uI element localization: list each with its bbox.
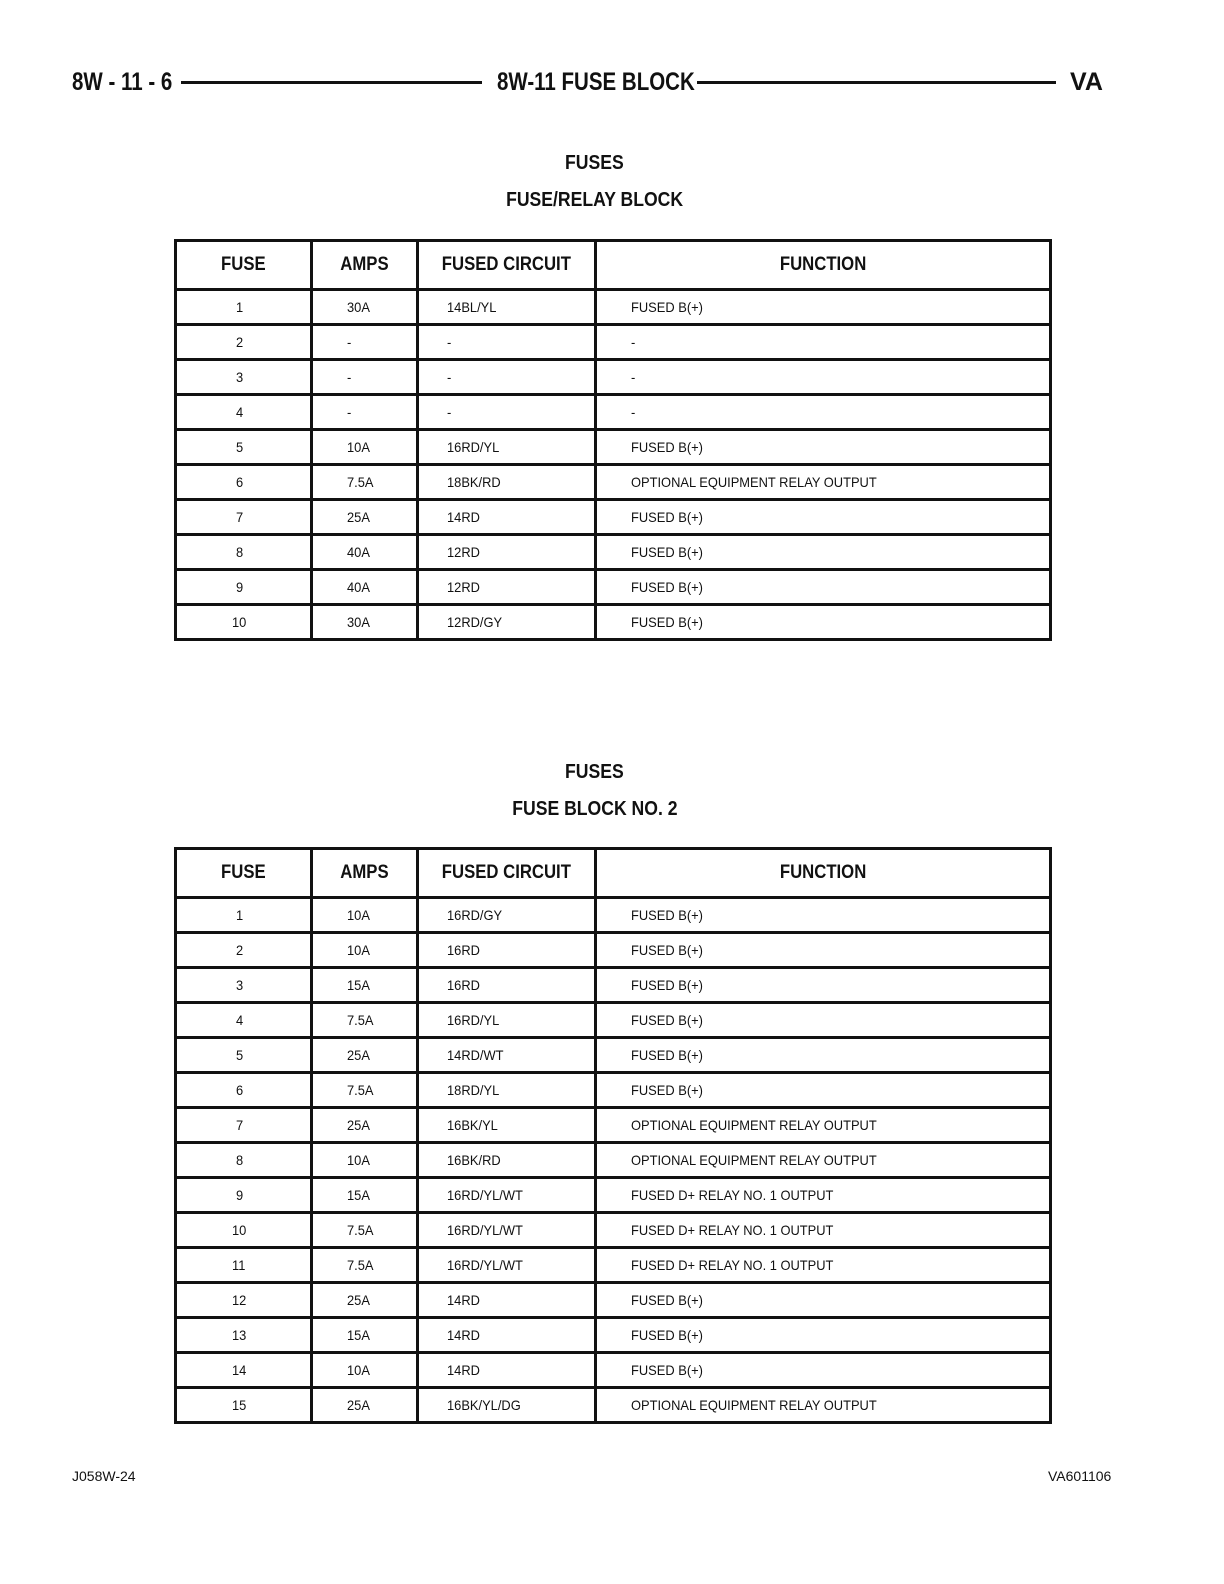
table-row bbox=[176, 1003, 1051, 1038]
fuse-function: FUSED B(+) bbox=[596, 290, 1051, 325]
fuse-number: 2 bbox=[176, 933, 312, 968]
section2-heading: FUSES bbox=[565, 761, 624, 783]
table-row bbox=[176, 500, 1051, 535]
fuse-function: FUSED B(+) bbox=[596, 535, 1051, 570]
table-row bbox=[176, 290, 1051, 325]
fused-circuit: 14RD bbox=[418, 1318, 596, 1353]
table-row bbox=[176, 325, 1051, 360]
table-row bbox=[176, 1388, 1051, 1423]
column-header-function: FUNCTION bbox=[596, 849, 1051, 898]
fuse-amps: 25A bbox=[312, 1038, 418, 1073]
fuse-function: FUSED B(+) bbox=[596, 1318, 1051, 1353]
table-row bbox=[176, 1248, 1051, 1283]
table-row bbox=[176, 535, 1051, 570]
fuse-amps: 25A bbox=[312, 1108, 418, 1143]
fuse-amps: 25A bbox=[312, 1388, 418, 1423]
fuse-function: FUSED B(+) bbox=[596, 1283, 1051, 1318]
fuse-amps: - bbox=[312, 395, 418, 430]
table-row bbox=[176, 1143, 1051, 1178]
fuse-amps: - bbox=[312, 360, 418, 395]
fuse-number: 1 bbox=[176, 898, 312, 933]
fused-circuit: 14RD bbox=[418, 1283, 596, 1318]
fuse-number: 9 bbox=[176, 1178, 312, 1213]
header-rule-left bbox=[181, 81, 482, 84]
fuse-function: FUSED D+ RELAY NO. 1 OUTPUT bbox=[596, 1213, 1051, 1248]
fuse-amps: 15A bbox=[312, 1318, 418, 1353]
table-row bbox=[176, 570, 1051, 605]
fuse-function: - bbox=[596, 395, 1051, 430]
fuse-amps: 15A bbox=[312, 968, 418, 1003]
fused-circuit: - bbox=[418, 360, 596, 395]
fuse-amps: 7.5A bbox=[312, 465, 418, 500]
fuse-amps: 25A bbox=[312, 500, 418, 535]
fuse-function: FUSED B(+) bbox=[596, 1003, 1051, 1038]
page-number: 8W - 11 - 6 bbox=[72, 68, 173, 96]
fused-circuit: 12RD/GY bbox=[418, 605, 596, 640]
fused-circuit: 16RD/YL bbox=[418, 430, 596, 465]
fuse-number: 14 bbox=[176, 1353, 312, 1388]
table-row bbox=[176, 898, 1051, 933]
fuse-number: 9 bbox=[176, 570, 312, 605]
model-code: VA bbox=[1070, 68, 1103, 96]
table-header-row bbox=[176, 241, 1051, 290]
fuse-function: FUSED B(+) bbox=[596, 570, 1051, 605]
fuse-amps: 10A bbox=[312, 933, 418, 968]
fuse-function: FUSED B(+) bbox=[596, 1353, 1051, 1388]
column-header-fuse: FUSE bbox=[176, 849, 312, 898]
fuse-amps: 30A bbox=[312, 290, 418, 325]
table-row bbox=[176, 395, 1051, 430]
fuse-number: 11 bbox=[176, 1248, 312, 1283]
fused-circuit: 16RD/YL/WT bbox=[418, 1248, 596, 1283]
fuse-number: 4 bbox=[176, 395, 312, 430]
fused-circuit: 16RD/YL/WT bbox=[418, 1178, 596, 1213]
fuse-amps: 7.5A bbox=[312, 1003, 418, 1038]
fuse-amps: 10A bbox=[312, 1143, 418, 1178]
fuse-number: 7 bbox=[176, 1108, 312, 1143]
table-row bbox=[176, 1038, 1051, 1073]
fuse-amps: 10A bbox=[312, 898, 418, 933]
fuse-function: FUSED B(+) bbox=[596, 968, 1051, 1003]
fuse-number: 6 bbox=[176, 1073, 312, 1108]
fused-circuit: 16RD/GY bbox=[418, 898, 596, 933]
fused-circuit: 16RD/YL/WT bbox=[418, 1213, 596, 1248]
fuse-number: 1 bbox=[176, 290, 312, 325]
fused-circuit: 16BK/YL bbox=[418, 1108, 596, 1143]
fused-circuit: 16RD bbox=[418, 933, 596, 968]
fused-circuit: 14RD bbox=[418, 1353, 596, 1388]
fuse-number: 3 bbox=[176, 360, 312, 395]
table-row bbox=[176, 1283, 1051, 1318]
table-row bbox=[176, 1318, 1051, 1353]
fuse-amps: 7.5A bbox=[312, 1073, 418, 1108]
footer-left-code: J058W-24 bbox=[72, 1468, 136, 1484]
fuse-amps: 40A bbox=[312, 535, 418, 570]
fused-circuit: 16RD/YL bbox=[418, 1003, 596, 1038]
fuse-amps: 25A bbox=[312, 1283, 418, 1318]
footer-right-code: VA601106 bbox=[1048, 1468, 1112, 1484]
fuse-function: FUSED B(+) bbox=[596, 898, 1051, 933]
table-row bbox=[176, 968, 1051, 1003]
fuse-number: 10 bbox=[176, 1213, 312, 1248]
column-header-function: FUNCTION bbox=[596, 241, 1051, 290]
fuse-function: OPTIONAL EQUIPMENT RELAY OUTPUT bbox=[596, 1143, 1051, 1178]
fuse-amps: 10A bbox=[312, 1353, 418, 1388]
section2-subheading: FUSE BLOCK NO. 2 bbox=[511, 798, 678, 820]
column-header-fuse: FUSE bbox=[176, 241, 312, 290]
table-row bbox=[176, 360, 1051, 395]
fuse-function: FUSED B(+) bbox=[596, 605, 1051, 640]
fused-circuit: - bbox=[418, 395, 596, 430]
fused-circuit: 14RD bbox=[418, 500, 596, 535]
table-row bbox=[176, 1213, 1051, 1248]
page-title: 8W-11 FUSE BLOCK bbox=[497, 68, 695, 96]
fuse-amps: - bbox=[312, 325, 418, 360]
fuse-amps: 7.5A bbox=[312, 1213, 418, 1248]
fuse-amps: 40A bbox=[312, 570, 418, 605]
fuse-amps: 7.5A bbox=[312, 1248, 418, 1283]
fused-circuit: 14RD/WT bbox=[418, 1038, 596, 1073]
fused-circuit: 12RD bbox=[418, 570, 596, 605]
header-rule-right bbox=[697, 81, 1056, 84]
column-header-circuit: FUSED CIRCUIT bbox=[418, 241, 596, 290]
fuse-function: FUSED D+ RELAY NO. 1 OUTPUT bbox=[596, 1248, 1051, 1283]
table-row bbox=[176, 430, 1051, 465]
fused-circuit: 12RD bbox=[418, 535, 596, 570]
fuse-number: 8 bbox=[176, 535, 312, 570]
column-header-circuit: FUSED CIRCUIT bbox=[418, 849, 596, 898]
fuse-function: - bbox=[596, 325, 1051, 360]
fused-circuit: 16BK/YL/DG bbox=[418, 1388, 596, 1423]
fuse-amps: 15A bbox=[312, 1178, 418, 1213]
fuse-function: OPTIONAL EQUIPMENT RELAY OUTPUT bbox=[596, 1108, 1051, 1143]
page-header bbox=[0, 64, 1224, 104]
fuse-number: 7 bbox=[176, 500, 312, 535]
fuse-number: 10 bbox=[176, 605, 312, 640]
fuse-function: - bbox=[596, 360, 1051, 395]
fuse-function: FUSED B(+) bbox=[596, 430, 1051, 465]
section1-heading: FUSES bbox=[565, 152, 624, 174]
column-header-amps: AMPS bbox=[312, 241, 418, 290]
fuse-function: OPTIONAL EQUIPMENT RELAY OUTPUT bbox=[596, 465, 1051, 500]
fuse-function: OPTIONAL EQUIPMENT RELAY OUTPUT bbox=[596, 1388, 1051, 1423]
table-row bbox=[176, 1178, 1051, 1213]
fuse-number: 5 bbox=[176, 430, 312, 465]
fuse-function: FUSED B(+) bbox=[596, 1073, 1051, 1108]
fuse-number: 12 bbox=[176, 1283, 312, 1318]
fuse-block-no2-table bbox=[174, 847, 1052, 1424]
section1-subheading: FUSE/RELAY BLOCK bbox=[505, 189, 684, 211]
fused-circuit: 18RD/YL bbox=[418, 1073, 596, 1108]
fuse-relay-block-table bbox=[174, 239, 1052, 641]
fuse-function: FUSED B(+) bbox=[596, 933, 1051, 968]
table-row bbox=[176, 1073, 1051, 1108]
table-row bbox=[176, 1353, 1051, 1388]
fuse-number: 13 bbox=[176, 1318, 312, 1353]
fused-circuit: 14BL/YL bbox=[418, 290, 596, 325]
table-row bbox=[176, 605, 1051, 640]
fused-circuit: 16BK/RD bbox=[418, 1143, 596, 1178]
fused-circuit: 16RD bbox=[418, 968, 596, 1003]
fuse-number: 4 bbox=[176, 1003, 312, 1038]
fuse-number: 5 bbox=[176, 1038, 312, 1073]
fuse-number: 15 bbox=[176, 1388, 312, 1423]
table-row bbox=[176, 933, 1051, 968]
column-header-amps: AMPS bbox=[312, 849, 418, 898]
fuse-number: 3 bbox=[176, 968, 312, 1003]
fuse-number: 8 bbox=[176, 1143, 312, 1178]
fuse-amps: 30A bbox=[312, 605, 418, 640]
fused-circuit: 18BK/RD bbox=[418, 465, 596, 500]
table-row bbox=[176, 465, 1051, 500]
fused-circuit: - bbox=[418, 325, 596, 360]
fuse-number: 2 bbox=[176, 325, 312, 360]
table-header-row bbox=[176, 849, 1051, 898]
fuse-function: FUSED B(+) bbox=[596, 1038, 1051, 1073]
fuse-function: FUSED D+ RELAY NO. 1 OUTPUT bbox=[596, 1178, 1051, 1213]
table-row bbox=[176, 1108, 1051, 1143]
fuse-number: 6 bbox=[176, 465, 312, 500]
fuse-function: FUSED B(+) bbox=[596, 500, 1051, 535]
fuse-amps: 10A bbox=[312, 430, 418, 465]
